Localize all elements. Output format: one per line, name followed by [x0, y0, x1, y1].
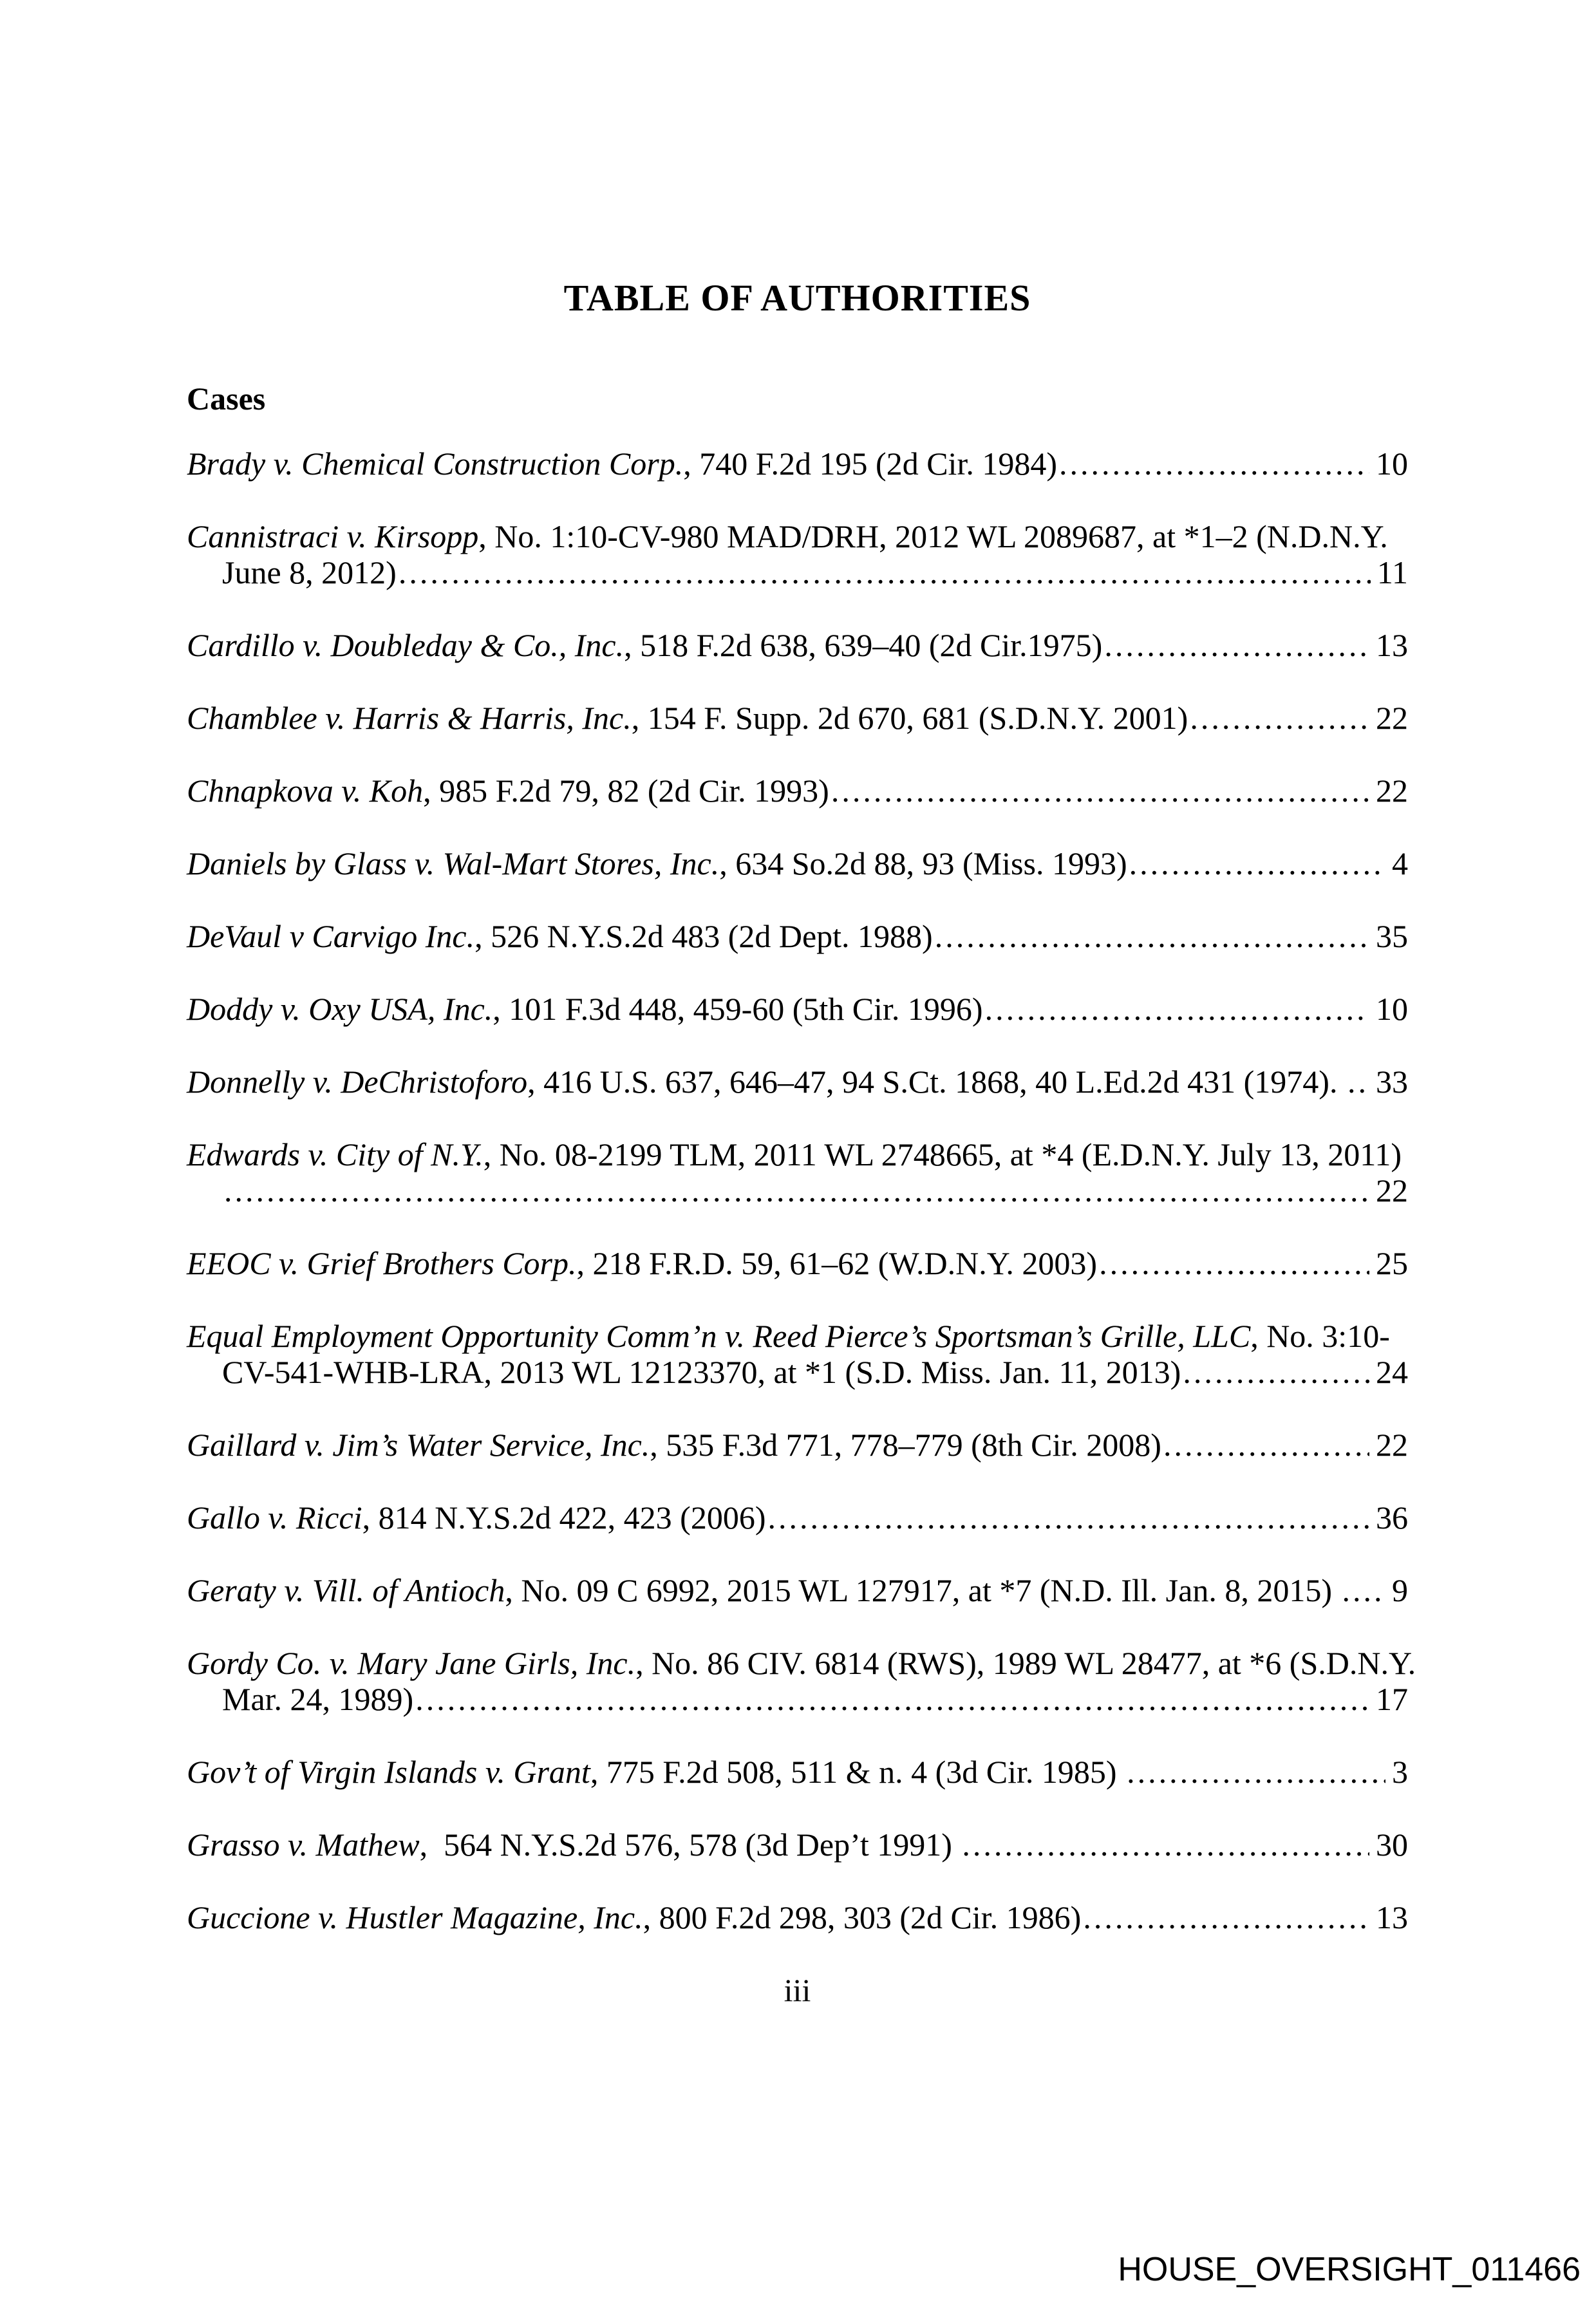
page-title: TABLE OF AUTHORITIES	[563, 277, 1031, 319]
case-name: Donnelly v. DeChristoforo	[187, 1064, 528, 1100]
dot-leader	[831, 773, 1369, 809]
toa-entry	[187, 1064, 1408, 1100]
toa-entry	[187, 1136, 1408, 1208]
case-citation: , 416 U.S. 637, 646–47, 94 S.Ct. 1868, 40 L.Ed.2d 431 (1974).	[527, 1064, 1346, 1100]
case-name: Gordy Co. v. Mary Jane Girls, Inc.	[187, 1645, 636, 1681]
page-ref: 10	[1376, 446, 1408, 482]
page-ref: 13	[1376, 1899, 1408, 1935]
case-name: Guccione v. Hustler Magazine, Inc.	[187, 1899, 643, 1935]
page-ref: 36	[1376, 1499, 1408, 1536]
case-citation-continued: Mar. 24, 1989)	[222, 1681, 414, 1717]
case-citation-continued: CV-541-WHB-LRA, 2013 WL 12123370, at *1 (S.D. Miss. Jan. 11, 2013)	[222, 1354, 1181, 1390]
toa-entry	[187, 627, 1408, 663]
case-name: DeVaul v Carvigo Inc.	[187, 918, 475, 954]
case-name: Gallo v. Ricci	[187, 1499, 362, 1536]
page-ref: 17	[1376, 1681, 1408, 1717]
toa-entry	[187, 991, 1408, 1027]
toa-entry	[187, 1645, 1416, 1717]
case-citation: , 535 F.3d 771, 778–779 (8th Cir. 2008)	[650, 1427, 1161, 1463]
page-ref: 22	[1376, 773, 1408, 809]
page-ref: 9	[1392, 1572, 1408, 1608]
case-citation: , 518 F.2d 638, 639–40 (2d Cir.1975)	[624, 627, 1103, 663]
case-citation: , 775 F.2d 508, 511 & n. 4 (3d Cir. 1985)	[590, 1754, 1125, 1790]
dot-leader	[985, 991, 1369, 1027]
toa-entry-list	[187, 446, 1416, 1935]
case-name: Daniels by Glass v. Wal-Mart Stores, Inc.	[187, 845, 720, 881]
case-citation: , 101 F.3d 448, 459-60 (5th Cir. 1996)	[493, 991, 983, 1027]
dot-leader	[1127, 1754, 1385, 1790]
case-name: Doddy v. Oxy USA, Inc.	[187, 991, 493, 1027]
case-citation: , 154 F. Supp. 2d 670, 681 (S.D.N.Y. 2001)	[631, 700, 1188, 736]
case-name: Equal Employment Opportunity Comm’n v. Reed Pierce’s Sportsman’s Grille, LLC	[187, 1318, 1251, 1354]
bates-stamp: HOUSE_OVERSIGHT_011466	[1118, 2251, 1581, 2288]
case-citation: , No. 08-2199 TLM, 2011 WL 2748665, at *4 (E.D.N.Y. July 13, 2011)	[483, 1136, 1402, 1172]
dot-leader	[1183, 1354, 1369, 1390]
page-ref: 11	[1376, 554, 1408, 590]
case-citation: , 218 F.R.D. 59, 61–62 (W.D.N.Y. 2003)	[576, 1245, 1098, 1281]
case-name: Grasso v. Mathew	[187, 1827, 420, 1863]
toa-entry	[187, 1572, 1408, 1608]
page-ref: 24	[1376, 1354, 1408, 1390]
case-citation: , No. 86 CIV. 6814 (RWS), 1989 WL 28477, at *6 (S.D.N.Y.	[635, 1645, 1416, 1681]
toa-entry	[187, 773, 1408, 809]
toa-entry	[187, 1427, 1408, 1463]
page-ref: 4	[1392, 845, 1408, 881]
cases-section-heading: Cases	[187, 381, 266, 417]
toa-entry	[187, 1827, 1408, 1863]
toa-entry	[187, 446, 1408, 482]
folio-page-number: iii	[784, 1972, 811, 2008]
toa-entry	[187, 1318, 1408, 1390]
dot-leader	[1104, 627, 1369, 663]
case-name: Gaillard v. Jim’s Water Service, Inc.	[187, 1427, 650, 1463]
case-citation: , 800 F.2d 298, 303 (2d Cir. 1986)	[643, 1899, 1082, 1935]
dot-leader	[399, 554, 1371, 590]
case-citation: , 564 N.Y.S.2d 576, 578 (3d Dep’t 1991)	[419, 1827, 961, 1863]
page-ref: 10	[1376, 991, 1408, 1027]
page-ref: 30	[1376, 1827, 1408, 1863]
case-citation: , 634 So.2d 88, 93 (Miss. 1993)	[719, 845, 1127, 881]
dot-leader	[1163, 1427, 1369, 1463]
dot-leader	[935, 918, 1369, 954]
page-ref: 22	[1376, 1172, 1408, 1208]
case-name: Cardillo v. Doubleday & Co., Inc.	[187, 627, 624, 663]
page-ref: 35	[1376, 918, 1408, 954]
case-citation: , No. 09 C 6992, 2015 WL 127917, at *7 (N.D. Ill. Jan. 8, 2015)	[505, 1572, 1340, 1608]
case-citation: , 985 F.2d 79, 82 (2d Cir. 1993)	[423, 773, 829, 809]
page-ref: 33	[1376, 1064, 1408, 1100]
toa-entry	[187, 518, 1408, 590]
case-citation-continued: June 8, 2012)	[222, 554, 397, 590]
dot-leader	[1347, 1064, 1369, 1100]
page-ref: 22	[1376, 1427, 1408, 1463]
case-name: Gov’t of Virgin Islands v. Grant	[187, 1754, 590, 1790]
dot-leader	[224, 1172, 1369, 1208]
dot-leader	[962, 1827, 1369, 1863]
dot-leader	[415, 1681, 1369, 1717]
toa-entry	[187, 1245, 1408, 1281]
dot-leader	[1190, 700, 1369, 736]
page-ref: 13	[1376, 627, 1408, 663]
dot-leader	[1342, 1572, 1385, 1608]
document-page	[187, 277, 1416, 2008]
dot-leader	[1099, 1245, 1369, 1281]
case-name: EEOC v. Grief Brothers Corp.	[187, 1245, 577, 1281]
page-ref: 22	[1376, 700, 1408, 736]
case-citation: , 526 N.Y.S.2d 483 (2d Dept. 1988)	[474, 918, 933, 954]
dot-leader	[767, 1499, 1369, 1536]
case-citation: , 814 N.Y.S.2d 422, 423 (2006)	[362, 1499, 766, 1536]
toa-entry	[187, 1754, 1408, 1790]
dot-leader	[1129, 845, 1385, 881]
case-name: Cannistraci v. Kirsopp	[187, 518, 479, 554]
dot-leader	[1083, 1899, 1369, 1935]
case-name: Edwards v. City of N.Y.	[187, 1136, 483, 1172]
toa-entry	[187, 1899, 1408, 1935]
page-ref: 3	[1392, 1754, 1408, 1790]
case-citation: , No. 3:10-	[1250, 1318, 1390, 1354]
toa-entry	[187, 1499, 1408, 1536]
toa-entry	[187, 845, 1408, 881]
page-ref: 25	[1376, 1245, 1408, 1281]
toa-entry	[187, 700, 1408, 736]
case-citation: , No. 1:10-CV-980 MAD/DRH, 2012 WL 2089687, at *1–2 (N.D.N.Y.	[478, 518, 1388, 554]
case-citation: , 740 F.2d 195 (2d Cir. 1984)	[683, 446, 1057, 482]
case-name: Brady v. Chemical Construction Corp.	[187, 446, 684, 482]
case-name: Chamblee v. Harris & Harris, Inc.	[187, 700, 632, 736]
dot-leader	[1059, 446, 1369, 482]
case-name: Geraty v. Vill. of Antioch	[187, 1572, 505, 1608]
toa-entry	[187, 918, 1408, 954]
case-name: Chnapkova v. Koh	[187, 773, 424, 809]
